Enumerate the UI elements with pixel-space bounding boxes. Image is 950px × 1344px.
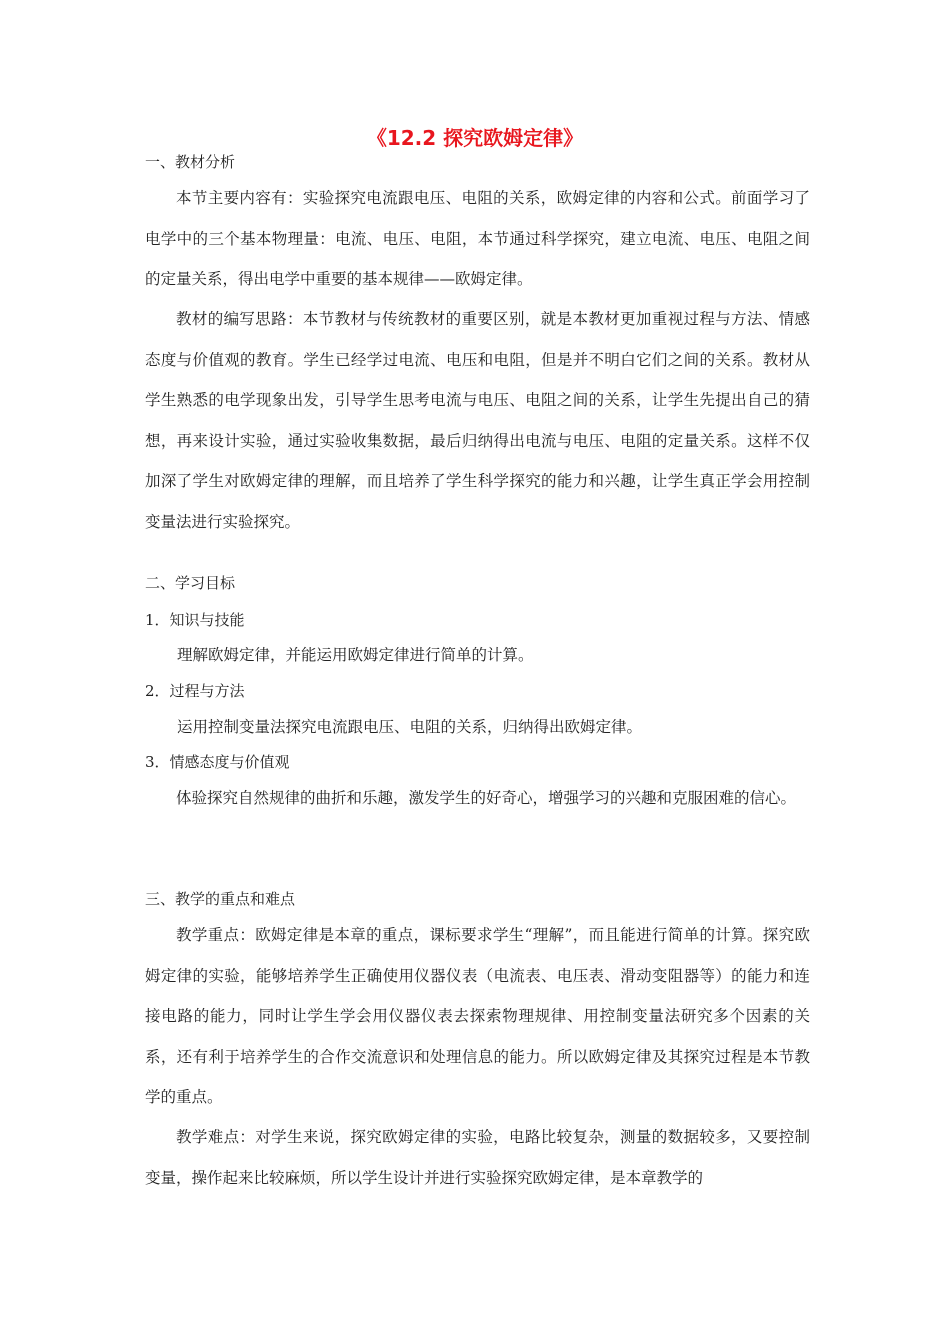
objective-text-2: 运用控制变量法探究电流跟电压、电阻的关系，归纳得出欧姆定律。 bbox=[177, 718, 643, 736]
paragraph-textbook-approach: 教材的编写思路：本节教材与传统教材的重要区别，就是本教材更加重视过程与方法、情感态度与价值观的教育。学生已经学过电流、电压和电阻，但是并不明白它们之间的关系。教材从学生熟悉的电学现象出发，引导学生思考电流与电压、电阻之间的关系，让学生先提出自己的猜想，再来设计实验，通过实验收集数据，最后归纳得出电流与电压、电阻的定量关系。这样不仅加深了学生对欧姆定律的理解，而且培养了学生科学探究的能力和兴趣，让学生真正学会用控制变量法进行实验探究。 bbox=[145, 310, 810, 531]
section-heading-1: 一、教材分析 bbox=[145, 153, 236, 171]
section-heading-3: 三、教学的重点和难点 bbox=[145, 890, 296, 908]
objective-label-3: 3．情感态度与价值观 bbox=[145, 753, 290, 771]
paragraph-teaching-difficulty: 教学难点：对学生来说，探究欧姆定律的实验，电路比较复杂，测量的数据较多，又要控制变量，操作起来比较麻烦，所以学生设计并进行实验探究欧姆定律，是本章教学的 bbox=[145, 1128, 810, 1187]
objective-text-3: 体验探究自然规律的曲折和乐趣，激发学生的好奇心，增强学习的兴趣和克服困难的信心。 bbox=[176, 789, 797, 807]
objective-text-1: 理解欧姆定律，并能运用欧姆定律进行简单的计算。 bbox=[177, 646, 534, 664]
document-title: 《12.2 探究欧姆定律》 bbox=[366, 126, 584, 150]
paragraph-textbook-content: 本节主要内容有：实验探究电流跟电压、电阻的关系，欧姆定律的内容和公式。前面学习了电学中的三个基本物理量：电流、电压、电阻，本节通过科学探究，建立电流、电压、电阻之间的定量关系，得出电学中重要的基本规律——欧姆定律。 bbox=[145, 189, 810, 288]
objective-label-1: 1．知识与技能 bbox=[145, 611, 245, 629]
objective-label-2: 2．过程与方法 bbox=[145, 682, 245, 700]
section-heading-2: 二、学习目标 bbox=[145, 574, 236, 592]
paragraph-teaching-focus: 教学重点：欧姆定律是本章的重点，课标要求学生“理解”，而且能进行简单的计算。探究欧姆定律的实验，能够培养学生正确使用仪器仪表（电流表、电压表、滑动变阻器等）的能力和连接电路的能力，同时让学生学会用仪器仪表去探索物理规律、用控制变量法研究多个因素的关系，还有利于培养学生的合作交流意识和处理信息的能力。所以欧姆定律及其探究过程是本节教学的重点。 bbox=[145, 926, 810, 1106]
